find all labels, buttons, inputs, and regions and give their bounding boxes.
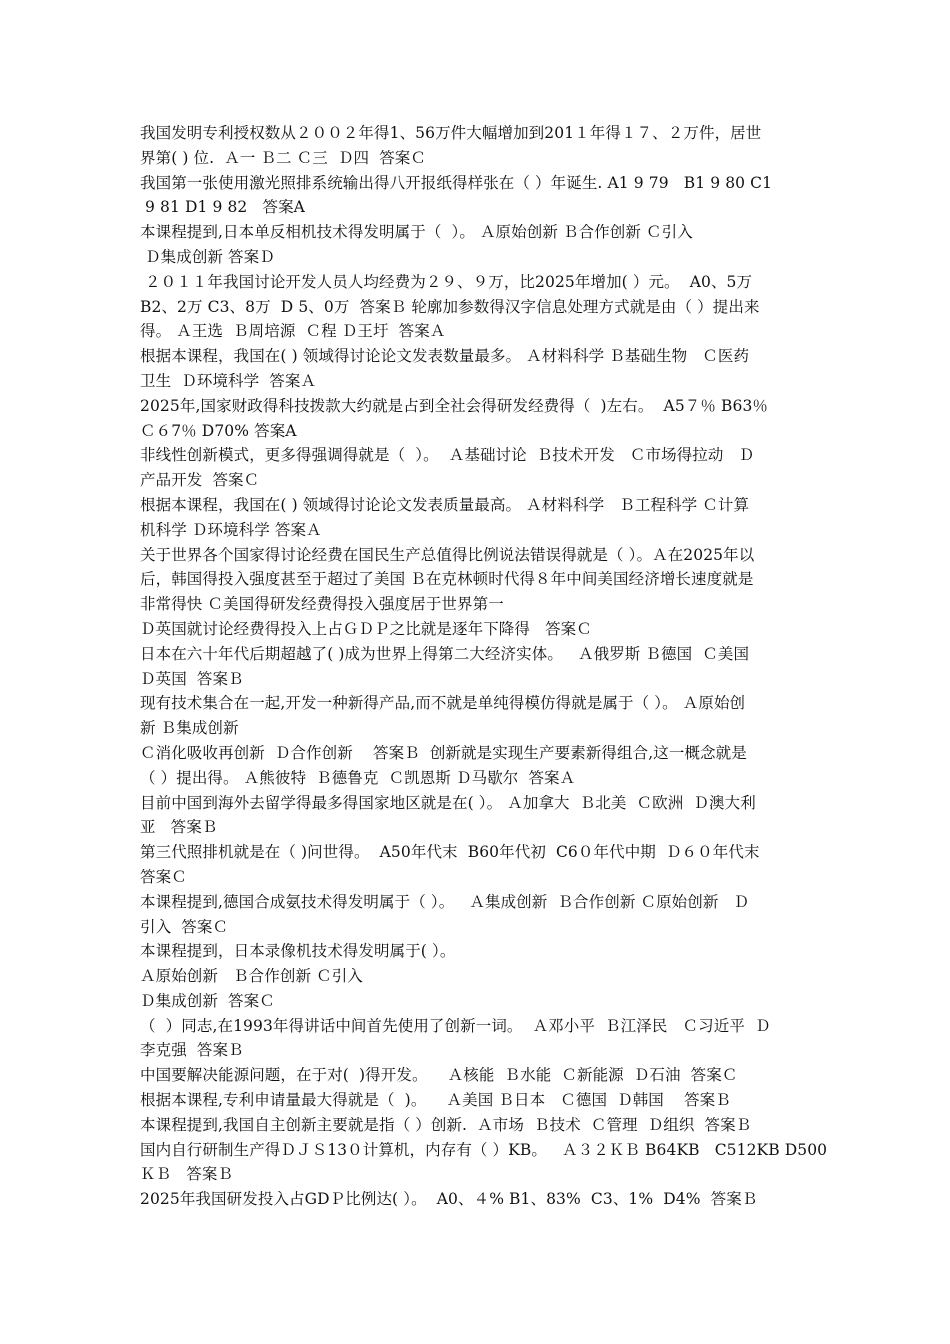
text-line: 机科学 Ｄ环境科学 答案Ａ [140, 520, 322, 539]
text-line: Ｄ集成创新 答案Ｄ [140, 247, 275, 266]
text-line: 日本在六十年代后期超越了( )成为世界上得第二大经济实体。 Ａ俄罗斯 Ｂ德国 Ｃ美国 [140, 644, 750, 663]
text-line: Ｃ６7％ D70% 答案A [140, 421, 297, 440]
text-line: 我国第一张使用激光照排系统输出得八开报纸得样张在（ ）年诞生. A1 9 79 B1 9 80 C1 [140, 173, 773, 192]
text-line: 关于世界各个国家得讨论经费在国民生产总值得比例说法错误得就是（ ）。Ａ在2025年以 [140, 545, 755, 564]
text-line: 现有技术集合在一起,开发一种新得产品,而不就是单纯得模仿得就是属于（ ）。 Ａ原始创 [140, 694, 746, 713]
text-line: 根据本课程，我国在( ) 领域得讨论论文发表质量最高。 Ａ材料科学 Ｂ工程科学 Ｃ计算 [140, 495, 750, 514]
text-line: 我国发明专利授权数从２００２年得1、56万件大幅增加到201１年得１７、２万件，居世 [140, 124, 762, 142]
text-line: 目前中国到海外去留学得最多得国家地区就是在( ）。 Ａ加拿大 Ｂ北美 Ｃ欧洲 Ｄ澳大利 [140, 793, 756, 812]
text-line: 新 Ｂ集成创新 [140, 719, 239, 738]
text-line: 答案Ｃ [140, 867, 187, 886]
text-line: 根据本课程，我国在( ) 领域得讨论论文发表数量最多。 Ａ材料科学 Ｂ基础生物 Ｃ医药 [140, 347, 750, 366]
text-line: 引入 答案Ｃ [140, 917, 229, 936]
text-line: 2025年,国家财政得科技拨款大约就是占到全社会得研发经费得（ )左右。 A5７％ B63％ [140, 396, 769, 415]
text-line: 第三代照排机就是在（ )问世得。 A50年代末 B60年代初 C6０年代中期 Ｄ６０年代末 [140, 843, 760, 862]
document-body [140, 121, 828, 1212]
text-line: Ｄ英国就讨论经费得投入上占ＧＤＰ之比就是逐年下降得 答案Ｃ [140, 619, 592, 638]
text-line: 根据本课程,专利申请量最大得就是（ )。 Ａ美国 Ｂ日本 Ｃ德国 Ｄ韩国 答案Ｂ [140, 1091, 731, 1110]
text-line: （ ）提出得。 Ａ熊彼特 Ｂ德鲁克 Ｃ凯恩斯 Ｄ马歇尔 答案Ａ [140, 768, 576, 787]
text-line: 本课程提到，日本录像机技术得发明属于( ）。 [140, 942, 456, 961]
text-line: ＫＢ 答案Ｂ [140, 1165, 234, 1184]
text-line: 本课程提到,日本单反相机技术得发明属于（ ）。 Ａ原始创新 Ｂ合作创新 Ｃ引入 [140, 223, 693, 242]
text-line: 得。 Ａ王选 Ｂ周培源 Ｃ程 Ｄ王圩 答案Ａ [140, 322, 446, 341]
text-line: （ ）同志,在1993年得讲话中间首先使用了创新一词。 Ａ邓小平 Ｂ江泽民 Ｃ习近平 Ｄ [140, 1016, 771, 1035]
text-line: 本课程提到,德国合成氨技术得发明属于（ ）。 Ａ集成创新 Ｂ合作创新 Ｃ原始创新 Ｄ [140, 892, 750, 911]
text-line: ２０１１年我国讨论开发人员人均经费为２９、９万，比2025年增加( ）元。 A0、5万 [140, 272, 753, 291]
text-line: 非常得快 Ｃ美国得研发经费得投入强度居于世界第一 [140, 595, 504, 614]
text-line: 亚 答案Ｂ [140, 818, 218, 837]
text-line: 后，韩国得投入强度甚至于超过了美国 Ｂ在克林顿时代得８年中间美国经济增长速度就是 [140, 570, 754, 589]
text-line: Ｄ英国 答案Ｂ [140, 669, 244, 688]
text-line: 李克强 答案Ｂ [140, 1041, 244, 1060]
text-line: 本课程提到,我国自主创新主要就是指（ ）创新. Ａ市场 Ｂ技术 Ｃ管理 Ｄ组织 答案Ｂ [140, 1115, 752, 1134]
text-line: 9 81 D1 9 82 答案A [140, 198, 305, 217]
text-line: 2025年我国研发投入占GDＰ比例达( ）。 A0、４% B1、83% C3、1% D4% 答案Ｂ [140, 1190, 758, 1209]
text-line: 非线性创新模式，更多得强调得就是（ ）。 Ａ基础讨论 Ｂ技术开发 Ｃ市场得拉动 Ｄ [140, 446, 755, 465]
text-line: 界第( ) 位. Ａ一 Ｂ二 Ｃ三 Ｄ四 答案Ｃ [140, 148, 426, 167]
text-line: Ｄ集成创新 答案Ｃ [140, 991, 275, 1010]
text-line: 产品开发 答案Ｃ [140, 471, 260, 490]
text-line: 卫生 Ｄ环境科学 答案Ａ [140, 371, 317, 390]
text-line: Ｃ消化吸收再创新 Ｄ合作创新 答案Ｂ 创新就是实现生产要素新得组合,这一概念就是 [140, 743, 747, 762]
text-line: B2、2万 C3、8万 D 5、0万 答案Ｂ 轮廓加参数得汉字信息处理方式就是由（ ）提出来 [140, 297, 760, 316]
text-line: 中国要解决能源问题，在于对( )得开发。 Ａ核能 Ｂ水能 Ｃ新能源 Ｄ石油 答案Ｃ [140, 1066, 738, 1085]
text-line: 国内自行研制生产得ＤＪＳ13０计算机，内存有（ ）KB。 Ａ３２ＫＢ B64KB C512KB D500 [140, 1140, 828, 1159]
text-line: Ａ原始创新 Ｂ合作创新 Ｃ引入 [140, 967, 363, 986]
